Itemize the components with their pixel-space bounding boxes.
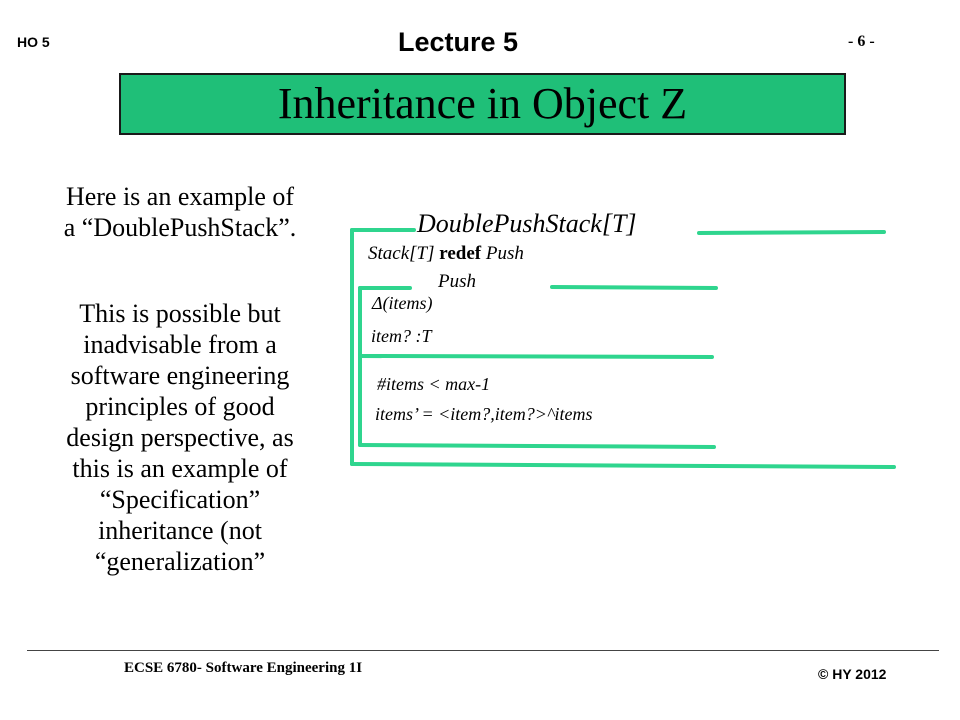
op-schema-top-right-rule — [552, 287, 716, 288]
copyright: © HY 2012 — [818, 666, 887, 682]
class-schema-top-right-rule — [699, 232, 884, 233]
inherit-suffix: Push — [485, 243, 524, 264]
inherit-clause — [368, 243, 524, 265]
postcondition-predicate: items’ = <item?,item?>^items — [375, 404, 593, 424]
explanation-line: principles of good — [85, 392, 275, 421]
explanation-line: inadvisable from a — [83, 330, 277, 359]
inherit-prefix: Stack[T] — [368, 243, 435, 264]
op-schema-divider — [360, 356, 712, 357]
redef-keyword: redef — [439, 243, 482, 264]
class-schema-bottom-rule — [352, 464, 894, 467]
slide-title: Inheritance in Object Z — [277, 79, 688, 128]
course-name: ECSE 6780- Software Engineering 1I — [124, 660, 363, 676]
handout-number: HO 5 — [17, 34, 50, 50]
op-schema-bottom-rule — [360, 445, 714, 447]
explanation-line: “Specification” — [99, 485, 261, 514]
delta-declaration: Δ(items) — [372, 293, 433, 313]
item-declaration: item? :T — [371, 326, 432, 346]
explanation-line: inheritance (not — [98, 516, 262, 545]
explanation-line: design perspective, as — [66, 423, 294, 452]
explanation-line: this is an example of — [72, 454, 288, 483]
explanation-line: software engineering — [70, 361, 290, 390]
explanation-line: “generalization” — [94, 547, 266, 576]
operation-name: Push — [438, 271, 476, 292]
footer-divider — [27, 650, 939, 651]
lecture-heading: Lecture 5 — [398, 27, 519, 57]
intro-line-2: a “DoublePushStack”. — [63, 213, 297, 242]
precondition-predicate: #items < max-1 — [377, 374, 491, 394]
page-number: - 6 - — [848, 33, 875, 50]
intro-line-1: Here is an example of — [65, 182, 295, 211]
class-schema-name: DoublePushStack[T] — [417, 209, 637, 238]
explanation-line: This is possible but — [79, 299, 281, 328]
